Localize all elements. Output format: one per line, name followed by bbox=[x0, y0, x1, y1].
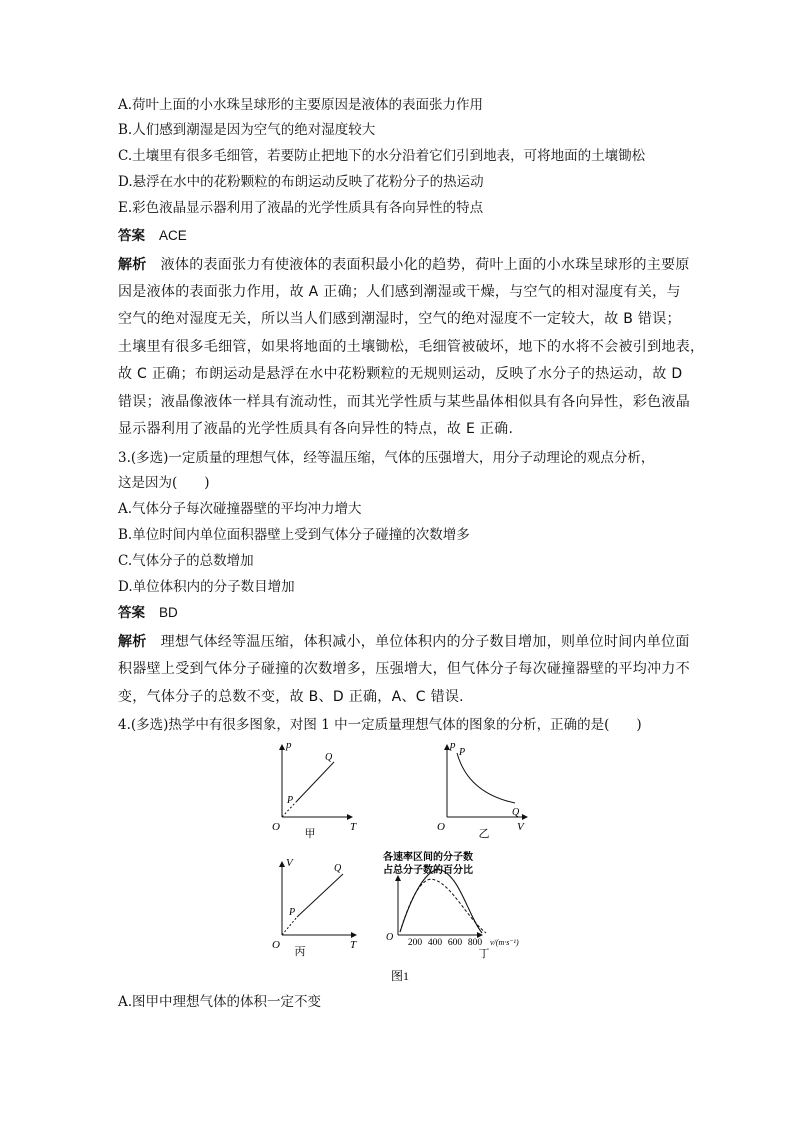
ding-tick-800: 800 bbox=[467, 938, 483, 948]
q3-stem-line-2: 这是因为( ) bbox=[118, 475, 210, 491]
q3-stem-line-1: 3.(多选)一定质量的理想气体，经等温压缩，气体的压强增大，用分子动理论的观点分析， bbox=[118, 450, 655, 466]
q2-analysis-line-2: 因是液体的表面张力作用，故 A 正确；人们感到潮湿或干燥，与空气的相对湿度有关，与 bbox=[118, 284, 681, 300]
q3-option-b: B.单位时间内单位面积器壁上受到气体分子碰撞的次数增多 bbox=[118, 527, 470, 543]
q2-option-b: B.人们感到潮湿是因为空气的绝对湿度较大 bbox=[118, 122, 376, 138]
bing-dashed-extension bbox=[282, 917, 297, 935]
yi-x-label: V bbox=[517, 821, 524, 833]
graph-ding bbox=[383, 850, 519, 960]
yi-isotherm-curve bbox=[457, 753, 515, 803]
q3-analysis-line-3: 变，气体分子的总数不变，故 B、D 正确，A、C 错误. bbox=[118, 689, 464, 705]
jia-line-pq bbox=[296, 762, 334, 802]
bing-line-pq bbox=[297, 874, 343, 917]
analysis-label: 解析 bbox=[118, 634, 147, 650]
bing-point-q: Q bbox=[334, 863, 342, 874]
yi-point-p: P bbox=[459, 747, 466, 758]
q2-option-c: C.土壤里有很多毛细管，若要防止把地下的水分沿着它们引到地表，可将地面的土壤锄松 bbox=[118, 148, 646, 164]
q4-option-a: A.图甲中理想气体的体积一定不变 bbox=[118, 994, 322, 1010]
answer-label: 答案 bbox=[118, 605, 145, 621]
q3-option-d: D.单位体积内的分子数目增加 bbox=[118, 579, 295, 595]
q3-answer-value: BD bbox=[159, 605, 178, 620]
q2-analysis-line-4: 土壤里有很多毛细管，如果将地面的土壤锄松，毛细管被破坏，地下的水将不会被引到地表， bbox=[118, 339, 705, 355]
figure-1 bbox=[0, 735, 800, 1035]
ding-dashed-curve bbox=[400, 879, 486, 933]
q3-option-a: A.气体分子每次碰撞器壁的平均冲力增大 bbox=[118, 501, 362, 517]
jia-origin: O bbox=[272, 821, 280, 833]
bing-name: 丙 bbox=[294, 946, 306, 958]
ding-title-line-2: 占总分子数的百分比 bbox=[383, 865, 473, 876]
ding-tick-400: 400 bbox=[427, 938, 443, 948]
jia-name: 甲 bbox=[304, 828, 316, 840]
bing-point-p: P bbox=[289, 907, 296, 918]
yi-name: 乙 bbox=[478, 828, 490, 840]
q2-analysis-line-7: 显示器利用了液晶的光学性质具有各向异性的特点，故 E 正确. bbox=[118, 421, 514, 437]
q2-analysis-line-6: 错误；液晶像液体一样具有流动性，而其光学性质与某些晶体相似具有各向异性，彩色液晶 bbox=[118, 394, 690, 410]
jia-point-q: Q bbox=[325, 752, 333, 763]
q2-answer-line bbox=[118, 227, 187, 245]
q2-analysis-line-3: 空气的绝对湿度无关，所以当人们感到潮湿时，空气的绝对湿度不一定较大，故 B 错误； bbox=[118, 311, 681, 327]
q3-analysis-line-2: 积器壁上受到气体分子碰撞的次数增多，压强增大，但气体分子每次碰撞器壁的平均冲力不 bbox=[118, 661, 690, 677]
ding-tick-200: 200 bbox=[407, 938, 423, 948]
ding-x-label: v/(m·s⁻¹) bbox=[490, 938, 519, 947]
q3-option-c: C.气体分子的总数增加 bbox=[118, 553, 254, 569]
yi-y-label: p bbox=[450, 739, 456, 751]
bing-origin: O bbox=[272, 939, 280, 951]
ding-origin: O bbox=[386, 932, 394, 943]
graph-bing bbox=[272, 857, 357, 958]
q2-option-e: E.彩色液晶显示器利用了液晶的光学性质具有各向异性的特点 bbox=[118, 200, 484, 216]
analysis-label: 解析 bbox=[118, 257, 147, 273]
q2-option-d: D.悬浮在水中的花粉颗粒的布朗运动反映了花粉分子的热运动 bbox=[118, 174, 484, 190]
ding-tick-600: 600 bbox=[447, 938, 463, 948]
bing-x-label: T bbox=[350, 939, 357, 951]
yi-origin: O bbox=[437, 821, 445, 833]
ding-title-line-1: 各速率区间的分子数 bbox=[383, 852, 473, 863]
figure-caption: 图1 bbox=[390, 969, 410, 983]
ding-solid-curve bbox=[400, 870, 482, 933]
jia-x-label: T bbox=[350, 821, 357, 833]
q2-answer-value: ACE bbox=[159, 228, 187, 243]
q2-analysis-line-5: 故 C 正确；布朗运动是悬浮在水中花粉颗粒的无规则运动，反映了水分子的热运动，故 D bbox=[118, 366, 683, 382]
jia-y-label: p bbox=[286, 739, 292, 751]
yi-point-q: Q bbox=[512, 807, 520, 818]
q3-analysis-line-1: 解析 理想气体经等温压缩，体积减小，单位体积内的分子数目增加，则单位时间内单位面 bbox=[118, 634, 690, 650]
jia-point-p: P bbox=[287, 795, 294, 806]
ding-name: 丁 bbox=[478, 948, 490, 960]
answer-label: 答案 bbox=[118, 228, 145, 244]
q2-option-a: A.荷叶上面的小水珠呈球形的主要原因是液体的表面张力作用 bbox=[118, 97, 484, 113]
graph-yi bbox=[437, 739, 527, 840]
q4-stem: 4.(多选)热学中有很多图象，对图 1 中一定质量理想气体的图象的分析，正确的是( ) bbox=[118, 717, 642, 733]
bing-y-label: V bbox=[286, 857, 293, 869]
q3-answer-line bbox=[118, 604, 178, 622]
q2-analysis-line-1: 解析 液体的表面张力有使液体的表面积最小化的趋势，荷叶上面的小水珠呈球形的主要原 bbox=[118, 257, 690, 273]
graph-jia bbox=[272, 739, 357, 840]
